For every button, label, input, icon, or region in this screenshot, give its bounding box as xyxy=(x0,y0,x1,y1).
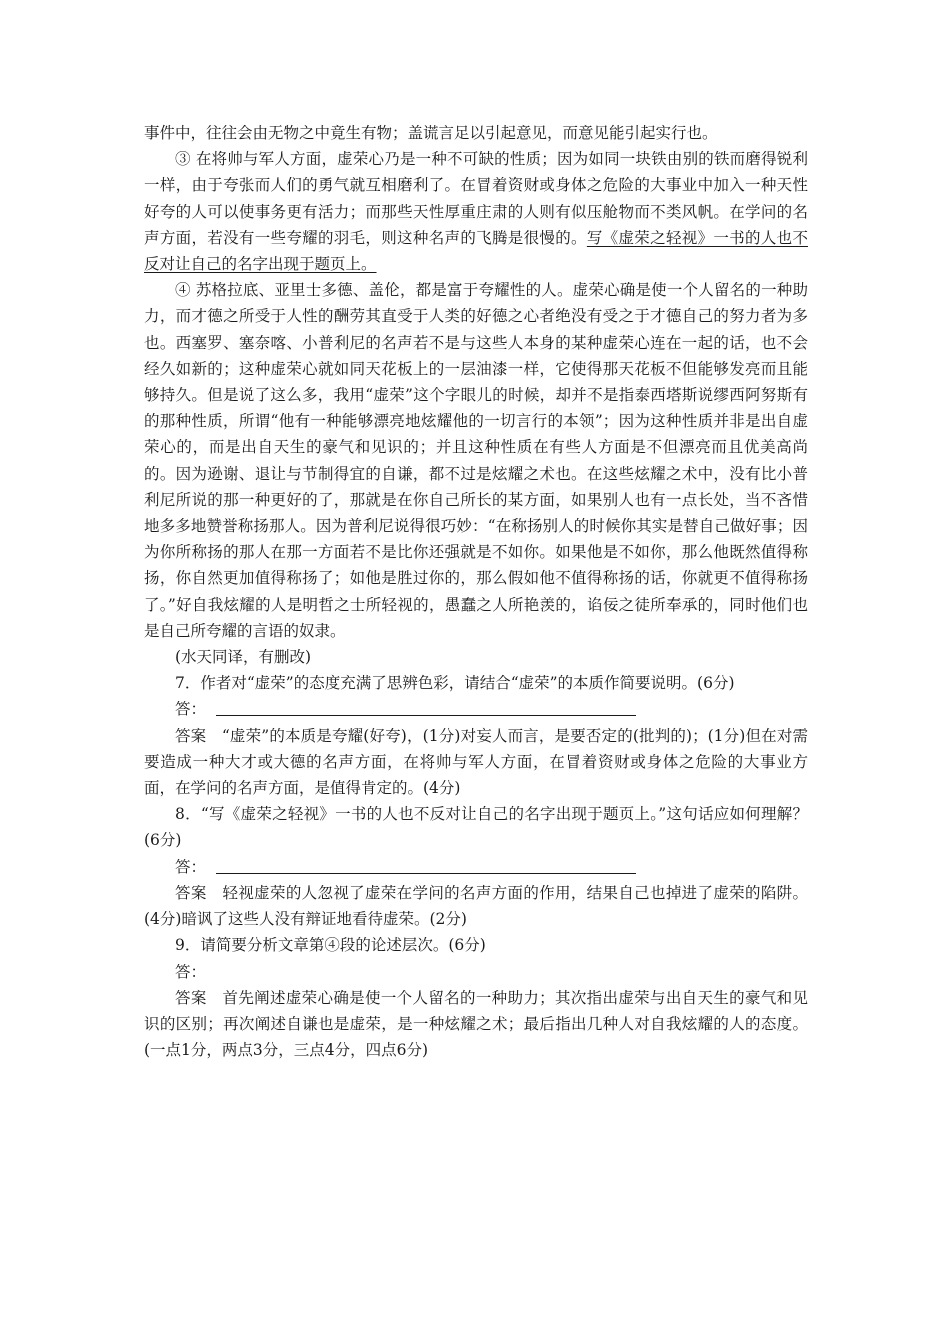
answer-label: 答案 xyxy=(175,988,207,1007)
answer-prompt: 答： xyxy=(175,700,207,719)
paragraph-3-text: ③ 在将帅与军人方面，虚荣心乃是一种不可缺的性质；因为如同一块铁由别的铁而磨得锐利一样，由于夸张而人们的勇气就互相磨利了。在冒着资财或身体之危险的大事业中加入一种天性好夸的人可以使事务更有活力；而那些天性厚重庄肃的人则有似压舱物而不类风帆。在学问的名声方面，若没有一些夸耀的羽毛，则这种名声的飞腾是很慢的。 xyxy=(144,150,808,247)
question-9-answer xyxy=(144,985,808,1064)
document-body xyxy=(144,120,808,1063)
answer-text: 轻视虚荣的人忽视了虚荣在学问的名声方面的作用，结果自己也掉进了虚荣的陷阱。(4分)暗讽了这些人没有辩证地看待虚荣。(2分) xyxy=(144,883,808,929)
paragraph-3-underlined-sentence: 写《虚荣之轻视》一书的人也不反对让自己的名字出现于题页上。 xyxy=(144,228,808,274)
answer-blank-line xyxy=(216,855,636,874)
passage-line-top: 事件中，往往会由无物之中竟生有物；盖谎言足以引起意见，而意见能引起实行也。 xyxy=(144,124,718,142)
question-9: 9．请简要分析文章第④段的论述层次。(6分) xyxy=(175,936,486,955)
question-8-answer-area xyxy=(144,854,808,880)
question-7-answer-area xyxy=(144,696,808,722)
answer-prompt: 答： xyxy=(175,962,207,981)
question-8: 8．“写《虚荣之轻视》一书的人也不反对让自己的名字出现于题页上。”这句话应如何理解？(6分) xyxy=(144,805,808,850)
passage-source: (水天同译，有删改) xyxy=(175,648,312,667)
question-7: 7．作者对“虚荣”的态度充满了思辨色彩，请结合“虚荣”的本质作简要说明。(6分) xyxy=(175,674,735,693)
question-9-answer-area xyxy=(144,959,808,985)
passage-paragraph-3 xyxy=(144,146,808,277)
answer-text: 首先阐述虚荣心确是使一个人留名的一种助力；其次指出虚荣与出自天生的豪气和见识的区别；再次阐述自谦也是虚荣，是一种炫耀之术；最后指出几种人对自我炫耀的人的态度。(一点1分，两点3分，三点4分，四点6分) xyxy=(144,988,808,1060)
answer-text: “虚荣”的本质是夸耀(好夸)，(1分)对妄人而言，是要否定的(批判的)；(1分)但在对需要造成一种大才或大德的名声方面，在将帅与军人方面，在冒着资财或身体之危险的大事业方面，在学问的名声方面，是值得肯定的。(4分) xyxy=(144,726,808,798)
answer-label: 答案 xyxy=(175,883,207,902)
question-8-answer xyxy=(144,880,808,932)
answer-prompt: 答： xyxy=(175,857,207,876)
answer-label: 答案 xyxy=(175,726,207,745)
passage-paragraph-4: ④ 苏格拉底、亚里士多德、盖伦，都是富于夸耀性的人。虚荣心确是使一个人留名的一种助力，而才德之所受于人性的酬劳其直受于人类的好德之心者绝没有受之于才德自己的努力者为多也。西塞罗、塞奈喀、小普利尼的名声若不是与这些人本身的某种虚荣心连在一起的话，也不会经久如新的；这种虚荣心就如同天花板上的一层油漆一样，它使得那天花板不但能够发亮而且能够持久。但是说了这么多，我用“虚荣”这个字眼儿的时候，却并不是指泰西塔斯说缪西阿努斯有的那种性质，所谓“他有一种能够漂亮地炫耀他的一切言行的本领”；因为这种性质并非是出自虚荣心的，而是出自天生的豪气和见识的；并且这种性质在有些人方面是不但漂亮而且优美高尚的。因为逊谢、退让与节制得宜的自谦，都不过是炫耀之术也。在这些炫耀之术中，没有比小普利尼所说的那一种更好的了，那就是在你自己所长的某方面，如果别人也有一点长处，当不吝惜地多多地赞誉称扬那人。因为普利尼说得很巧妙：“在称扬别人的时候你其实是替自己做好事；因为你所称扬的那人在那一方面若不是比你还强就是不如你。如果他是不如你，那么他既然值得称扬，你自然更加值得称扬了；如他是胜过你的，那么假如他不值得称扬的话，你就更不值得称扬了。”好自我炫耀的人是明哲之士所轻视的，愚蠢之人所艳羡的，谄佞之徒所奉承的，同时他们也是自己所夸耀的言语的奴隶。 xyxy=(144,281,808,640)
answer-blank-line xyxy=(216,697,636,716)
question-7-answer xyxy=(144,723,808,802)
